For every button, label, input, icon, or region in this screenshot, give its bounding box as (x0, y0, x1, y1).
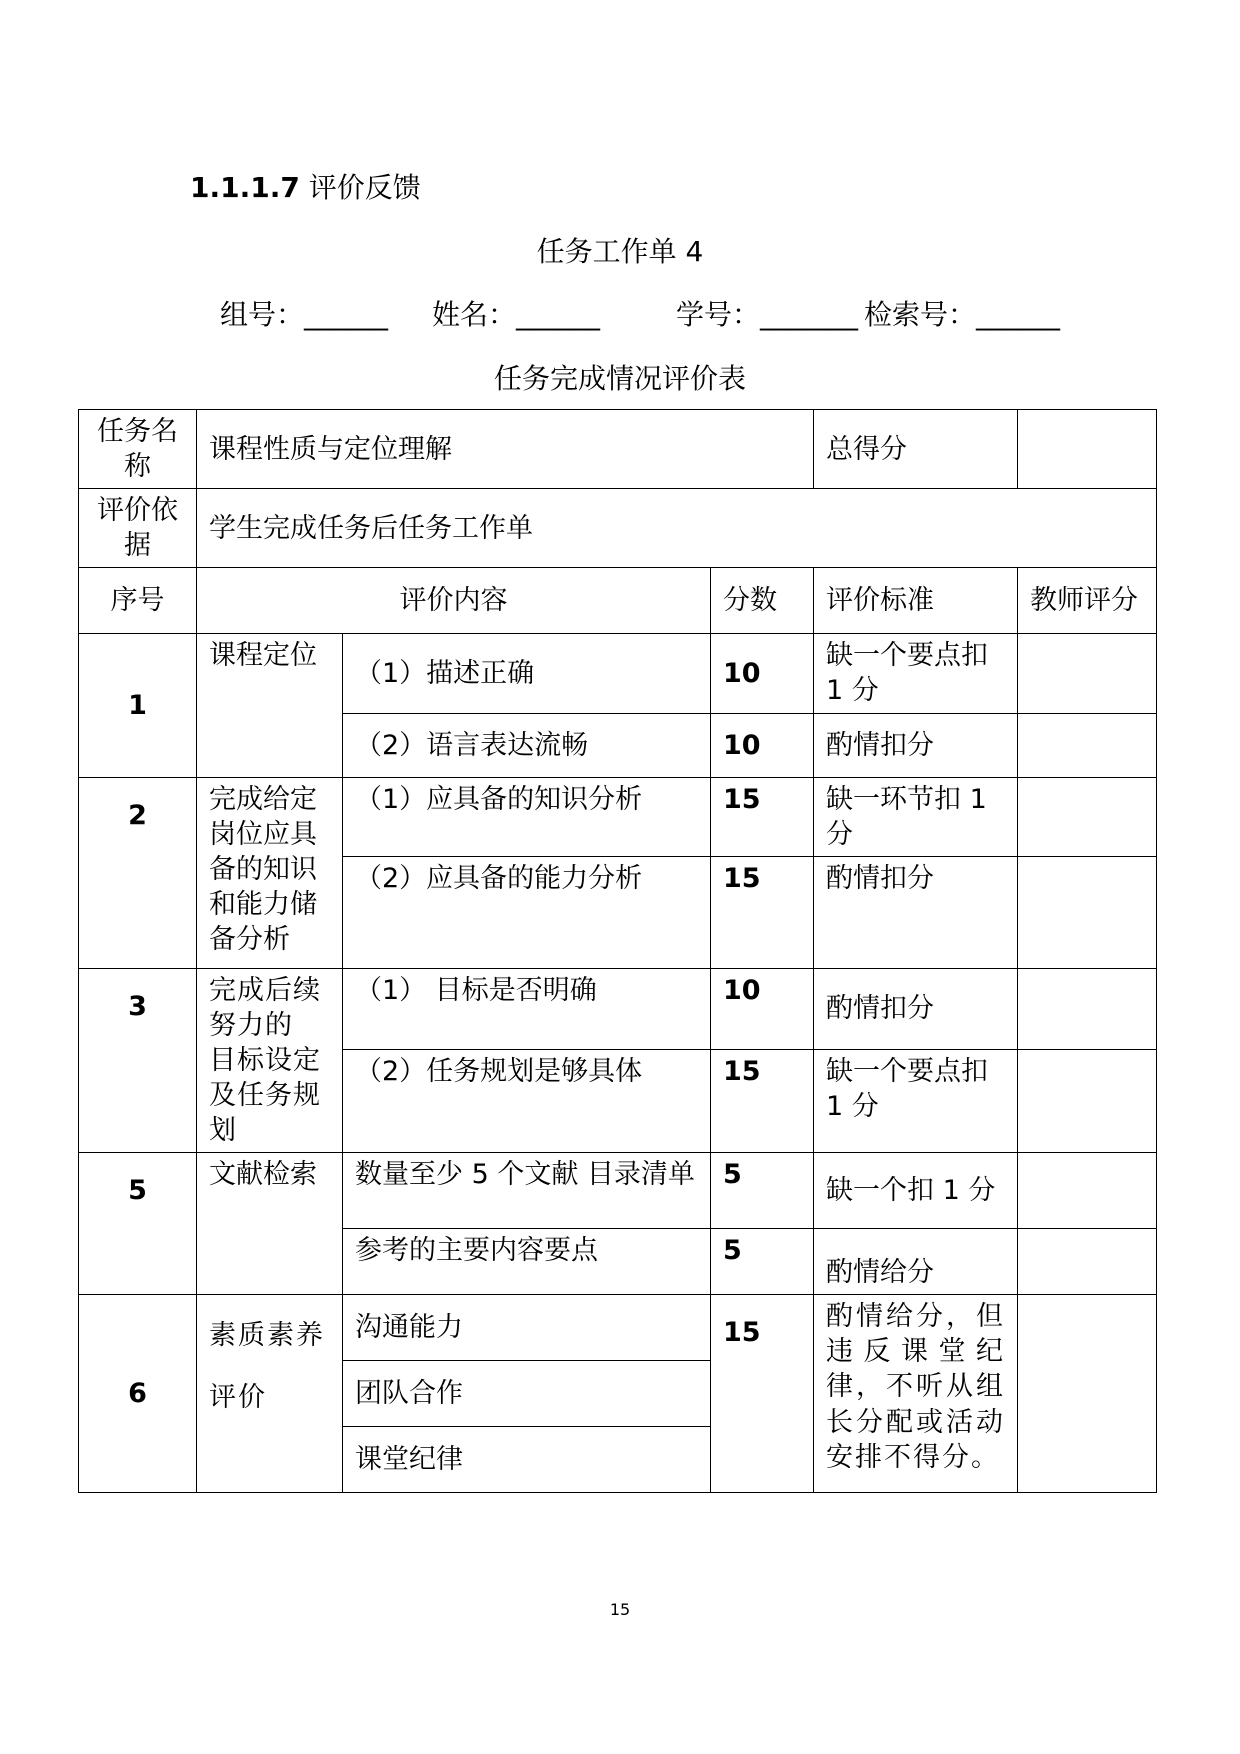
criteria-cell: 缺一环节扣 1 分 (814, 777, 1018, 856)
content-cell: （1） 目标是否明确 (343, 968, 711, 1049)
table-row (79, 634, 1157, 713)
name-blank: ______ (516, 298, 601, 331)
category-cell: 完成后续努力的 目标设定及任务规划 (197, 968, 343, 1152)
criteria-cell: 酌情扣分 (814, 968, 1018, 1049)
section-heading (190, 166, 421, 206)
retrieval-number-blank: ______ (976, 298, 1061, 331)
total-score-cell[interactable] (1018, 410, 1157, 489)
teacher-score-cell[interactable] (1018, 968, 1157, 1049)
group-number-field[interactable] (220, 293, 388, 333)
header-row (79, 568, 1157, 634)
score-cell: 15 (711, 777, 814, 856)
header-seq: 序号 (79, 568, 197, 634)
criteria-cell: 酌情扣分 (814, 856, 1018, 968)
criteria-cell: 酌情给分，但违反课堂纪律，不听从组长分配或活动安排不得分。 (814, 1295, 1018, 1493)
header-score: 分数 (711, 568, 814, 634)
table-title: 任务完成情况评价表 (493, 362, 746, 395)
name-field[interactable] (432, 293, 600, 333)
content-cell: （1）描述正确 (343, 634, 711, 713)
teacher-score-cell[interactable] (1018, 777, 1157, 856)
student-id-blank: _______ (760, 298, 859, 331)
score-cell: 15 (711, 1295, 814, 1493)
content-cell: （2）任务规划是够具体 (343, 1049, 711, 1152)
score-cell: 10 (711, 968, 814, 1049)
basis-label: 评价依据 (79, 489, 197, 568)
score-cell: 15 (711, 856, 814, 968)
content-cell: （2）应具备的能力分析 (343, 856, 711, 968)
task-name-label: 任务名称 (79, 410, 197, 489)
teacher-score-cell[interactable] (1018, 856, 1157, 968)
name-label: 姓名： (432, 298, 517, 331)
score-cell: 10 (711, 713, 814, 777)
teacher-score-cell[interactable] (1018, 1295, 1157, 1493)
seq-cell: 1 (79, 634, 197, 777)
score-cell: 10 (711, 634, 814, 713)
section-title: 评价反馈 (308, 171, 421, 204)
group-number-blank: ______ (304, 298, 389, 331)
content-cell: （2）语言表达流畅 (343, 713, 711, 777)
retrieval-number-label: 检索号： (864, 298, 977, 331)
category-cell: 完成给定岗位应具备的知识和能力储备分析 (197, 777, 343, 968)
category-cell: 文献检索 (197, 1153, 343, 1295)
header-criteria: 评价标准 (814, 568, 1018, 634)
evaluation-table (78, 409, 1157, 1493)
teacher-score-cell[interactable] (1018, 1229, 1157, 1295)
content-cell: 课堂纪律 (343, 1427, 711, 1493)
sheet-title: 任务工作单 4 (536, 235, 704, 268)
seq-cell: 6 (79, 1295, 197, 1493)
seq-cell: 3 (79, 968, 197, 1152)
table-row (79, 777, 1157, 856)
table-row (79, 1153, 1157, 1229)
seq-cell: 2 (79, 777, 197, 968)
table-row (79, 1295, 1157, 1361)
criteria-cell: 缺一个要点扣 1 分 (814, 1049, 1018, 1152)
criteria-cell: 缺一个要点扣 1 分 (814, 634, 1018, 713)
seq-cell: 5 (79, 1153, 197, 1295)
basis-row (79, 489, 1157, 568)
content-cell: （1）应具备的知识分析 (343, 777, 711, 856)
category-cell: 素质素养评价 (197, 1295, 343, 1493)
content-cell: 数量至少 5 个文献 目录清单 (343, 1153, 711, 1229)
task-name-row (79, 410, 1157, 489)
task-name-value: 课程性质与定位理解 (197, 410, 814, 489)
teacher-score-cell[interactable] (1018, 713, 1157, 777)
score-cell: 15 (711, 1049, 814, 1152)
retrieval-number-field[interactable] (864, 293, 1060, 333)
header-teacher: 教师评分 (1018, 568, 1157, 634)
score-cell: 5 (711, 1153, 814, 1229)
group-number-label: 组号： (220, 298, 305, 331)
content-cell: 沟通能力 (343, 1295, 711, 1361)
teacher-score-cell[interactable] (1018, 634, 1157, 713)
total-score-label: 总得分 (814, 410, 1018, 489)
table-row (79, 968, 1157, 1049)
section-number: 1.1.1.7 (190, 171, 300, 204)
content-cell: 参考的主要内容要点 (343, 1229, 711, 1295)
category-cell: 课程定位 (197, 634, 343, 777)
criteria-cell: 酌情扣分 (814, 713, 1018, 777)
criteria-cell: 缺一个扣 1 分 (814, 1153, 1018, 1229)
basis-value: 学生完成任务后任务工作单 (197, 489, 1157, 568)
header-content: 评价内容 (197, 568, 711, 634)
teacher-score-cell[interactable] (1018, 1153, 1157, 1229)
page-number: 15 (609, 1600, 631, 1619)
content-cell: 团队合作 (343, 1361, 711, 1427)
student-id-label: 学号： (676, 298, 761, 331)
criteria-cell: 酌情给分 (814, 1229, 1018, 1295)
student-id-field[interactable] (676, 293, 858, 333)
teacher-score-cell[interactable] (1018, 1049, 1157, 1152)
score-cell: 5 (711, 1229, 814, 1295)
